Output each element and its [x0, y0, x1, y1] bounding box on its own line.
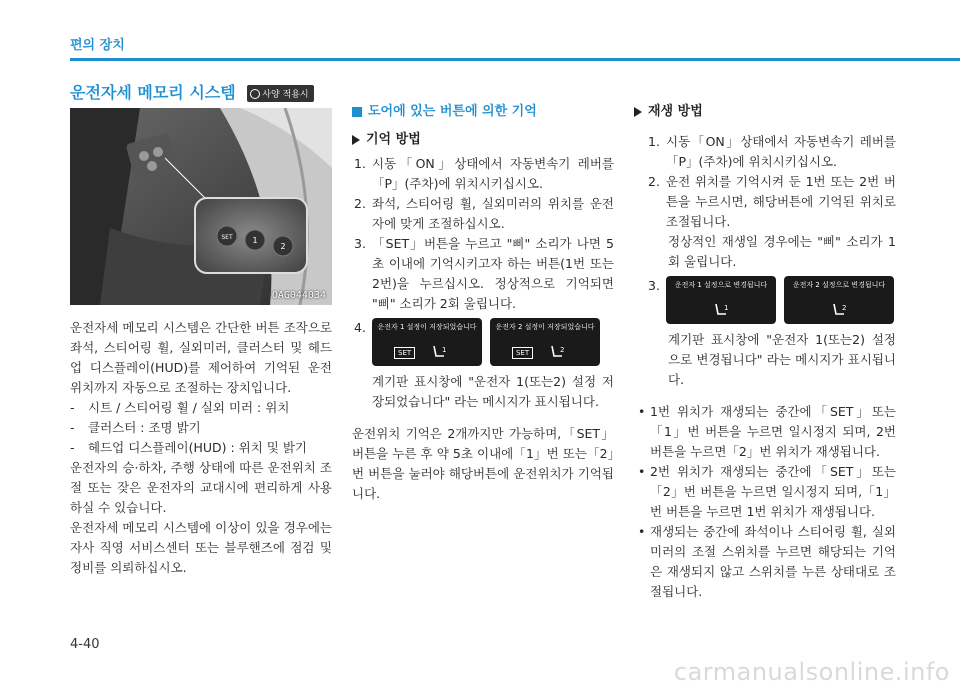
chapter-title: 편의 장치 — [70, 38, 125, 53]
list-item: - 시트 / 스티어링 휠 / 실외 미러 : 위치 — [70, 400, 290, 415]
step-item: 3. 「SET」버튼을 누르고 "삐" 소리가 나면 5초 이내에 기억시키고자 하는 버튼(1번 또는 2번)을 누르십시오. 정상적으로 기억되면 "삐" 소리가 2회 울립니다. — [354, 236, 614, 311]
option-badge-label: 사양 적용시 — [262, 90, 309, 100]
svg-text:1: 1 — [724, 304, 729, 312]
section-title — [70, 80, 314, 103]
square-bullet-icon — [352, 107, 362, 117]
usage-paragraph: 운전자의 승·하차, 주행 상태에 따른 운전위치 조절 또는 잦은 운전자의 교대시에 편리하게 사용하실 수 있습니다. — [70, 460, 332, 515]
set-label: SET — [512, 347, 533, 359]
section-title-text: 운전자세 메모리 시스템 — [70, 83, 236, 102]
watermark: carmanualsonline.info — [673, 658, 950, 685]
svg-text:1: 1 — [442, 346, 447, 354]
step-4-description: 계기판 표시창에 "운전자 1(또는2) 설정 저장되었습니다" 라는 메시지가 표시됩니다. — [372, 374, 614, 409]
header-divider — [70, 58, 960, 61]
list-item: - 헤드업 디스플레이(HUD) : 위치 및 밝기 — [70, 440, 307, 455]
cluster-panel-driver-2-change: 운전자 2 설정으로 변경됩니다 2 — [784, 276, 894, 324]
seat-2-icon — [548, 343, 566, 361]
seat-2-icon — [830, 301, 848, 319]
svg-text:2: 2 — [841, 304, 847, 312]
step-3-description: 계기판 표시창에 "운전자 1(또는2) 설정으로 변경됩니다" 라는 메시지가 표시됩니다. — [668, 332, 896, 387]
triangle-icon — [634, 107, 642, 117]
step-item: 1. 시동「ON」상태에서 자동변속기 레버를「P」(주차)에 위치시키십시오. — [648, 134, 896, 169]
right-column — [634, 102, 896, 602]
svg-text:2: 2 — [559, 346, 565, 354]
step-item: 2. 운전 위치를 기억시켜 둔 1번 또는 2번 버튼을 누르시면, 해당버튼에 기억된 위치로 조절됩니다. — [648, 174, 896, 229]
seat-1-icon — [712, 301, 730, 319]
intro-paragraph: 운전자세 메모리 시스템은 간단한 버튼 조작으로 좌석, 스티어링 휠, 실외미러, 클러스터 및 헤드업 디스플레이(HUD)를 제어하여 기억된 운전 위치까지 자동으로 조절하는 장치입니다. — [70, 320, 332, 395]
left-column — [70, 318, 332, 578]
memory-note: 운전위치 기억은 2개까지만 가능하며,「SET」버튼을 누른 후 약 5초 이내에「1」번 또는「2」번 버튼을 눌러야 해당버튼에 운전위치가 기억됩니다. — [352, 426, 614, 501]
service-paragraph: 운전자세 메모리 시스템에 이상이 있을 경우에는 자사 직영 서비스센터 또는 블루핸즈에 점검 및 정비를 의뢰하십시오. — [70, 520, 332, 575]
playback-method-heading: 재생 방법 — [634, 102, 896, 122]
svg-text:SET: SET — [221, 234, 233, 241]
step-2-note: 정상적인 재생일 경우에는 "삐" 소리가 1회 울립니다. — [668, 234, 896, 269]
photo-code: OAG044034 — [271, 290, 326, 301]
magnifier-icon — [250, 89, 260, 99]
step-item: 3. 운전자 1 설정으로 변경됩니다 1 운전자 2 설정으로 변경됩니다 2 — [648, 276, 896, 324]
svg-text:2: 2 — [280, 242, 286, 251]
step-item: 4. 운전자 1 설정이 저장되었습니다 SET 1 운전자 2 설정이 저장되었습니다 SET 2 — [354, 318, 614, 366]
triangle-icon — [352, 135, 360, 145]
door-panel-photo — [70, 108, 332, 305]
door-memory-buttons-illustration — [70, 108, 332, 305]
list-item: • 2번 위치가 재생되는 중간에「SET」또는「2」번 버튼을 누르면 일시정지 되며,「1」번 버튼을 누르면 1번 위치가 재생됩니다. — [638, 464, 896, 519]
page-number: 4-40 — [70, 637, 100, 652]
list-item: - 클러스터 : 조명 밝기 — [70, 420, 201, 435]
set-label: SET — [394, 347, 415, 359]
seat-1-icon — [430, 343, 448, 361]
list-item: • 1번 위치가 재생되는 중간에「SET」또는「1」번 버튼을 누르면 일시정지 되며, 2번 버튼을 누르면「2」번 위치가 재생됩니다. — [638, 404, 896, 459]
middle-column — [352, 102, 614, 504]
svg-text:1: 1 — [252, 236, 258, 245]
step-item: 1. 시동「ON」상태에서 자동변속기 레버를「P」(주차)에 위치시키십시오. — [354, 156, 614, 191]
cluster-panel-driver-1-saved: 운전자 1 설정이 저장되었습니다 SET 1 — [372, 318, 482, 366]
cluster-panel-driver-1-change: 운전자 1 설정으로 변경됩니다 1 — [666, 276, 776, 324]
list-item: • 재생되는 중간에 좌석이나 스티어링 휠, 실외 미러의 조절 스위치를 누르면 해당되는 기억은 재생되지 않고 스위치를 누른 상태대로 조절됩니다. — [638, 524, 896, 599]
memory-method-heading: 기억 방법 — [352, 130, 614, 150]
step-item: 2. 좌석, 스티어링 휠, 실외미러의 위치를 운전자에 맞게 조절하십시오. — [354, 196, 614, 231]
cluster-panel-driver-2-saved: 운전자 2 설정이 저장되었습니다 SET 2 — [490, 318, 600, 366]
option-badge — [247, 85, 313, 102]
subsection-title: 도어에 있는 버튼에 의한 기억 — [352, 102, 614, 122]
